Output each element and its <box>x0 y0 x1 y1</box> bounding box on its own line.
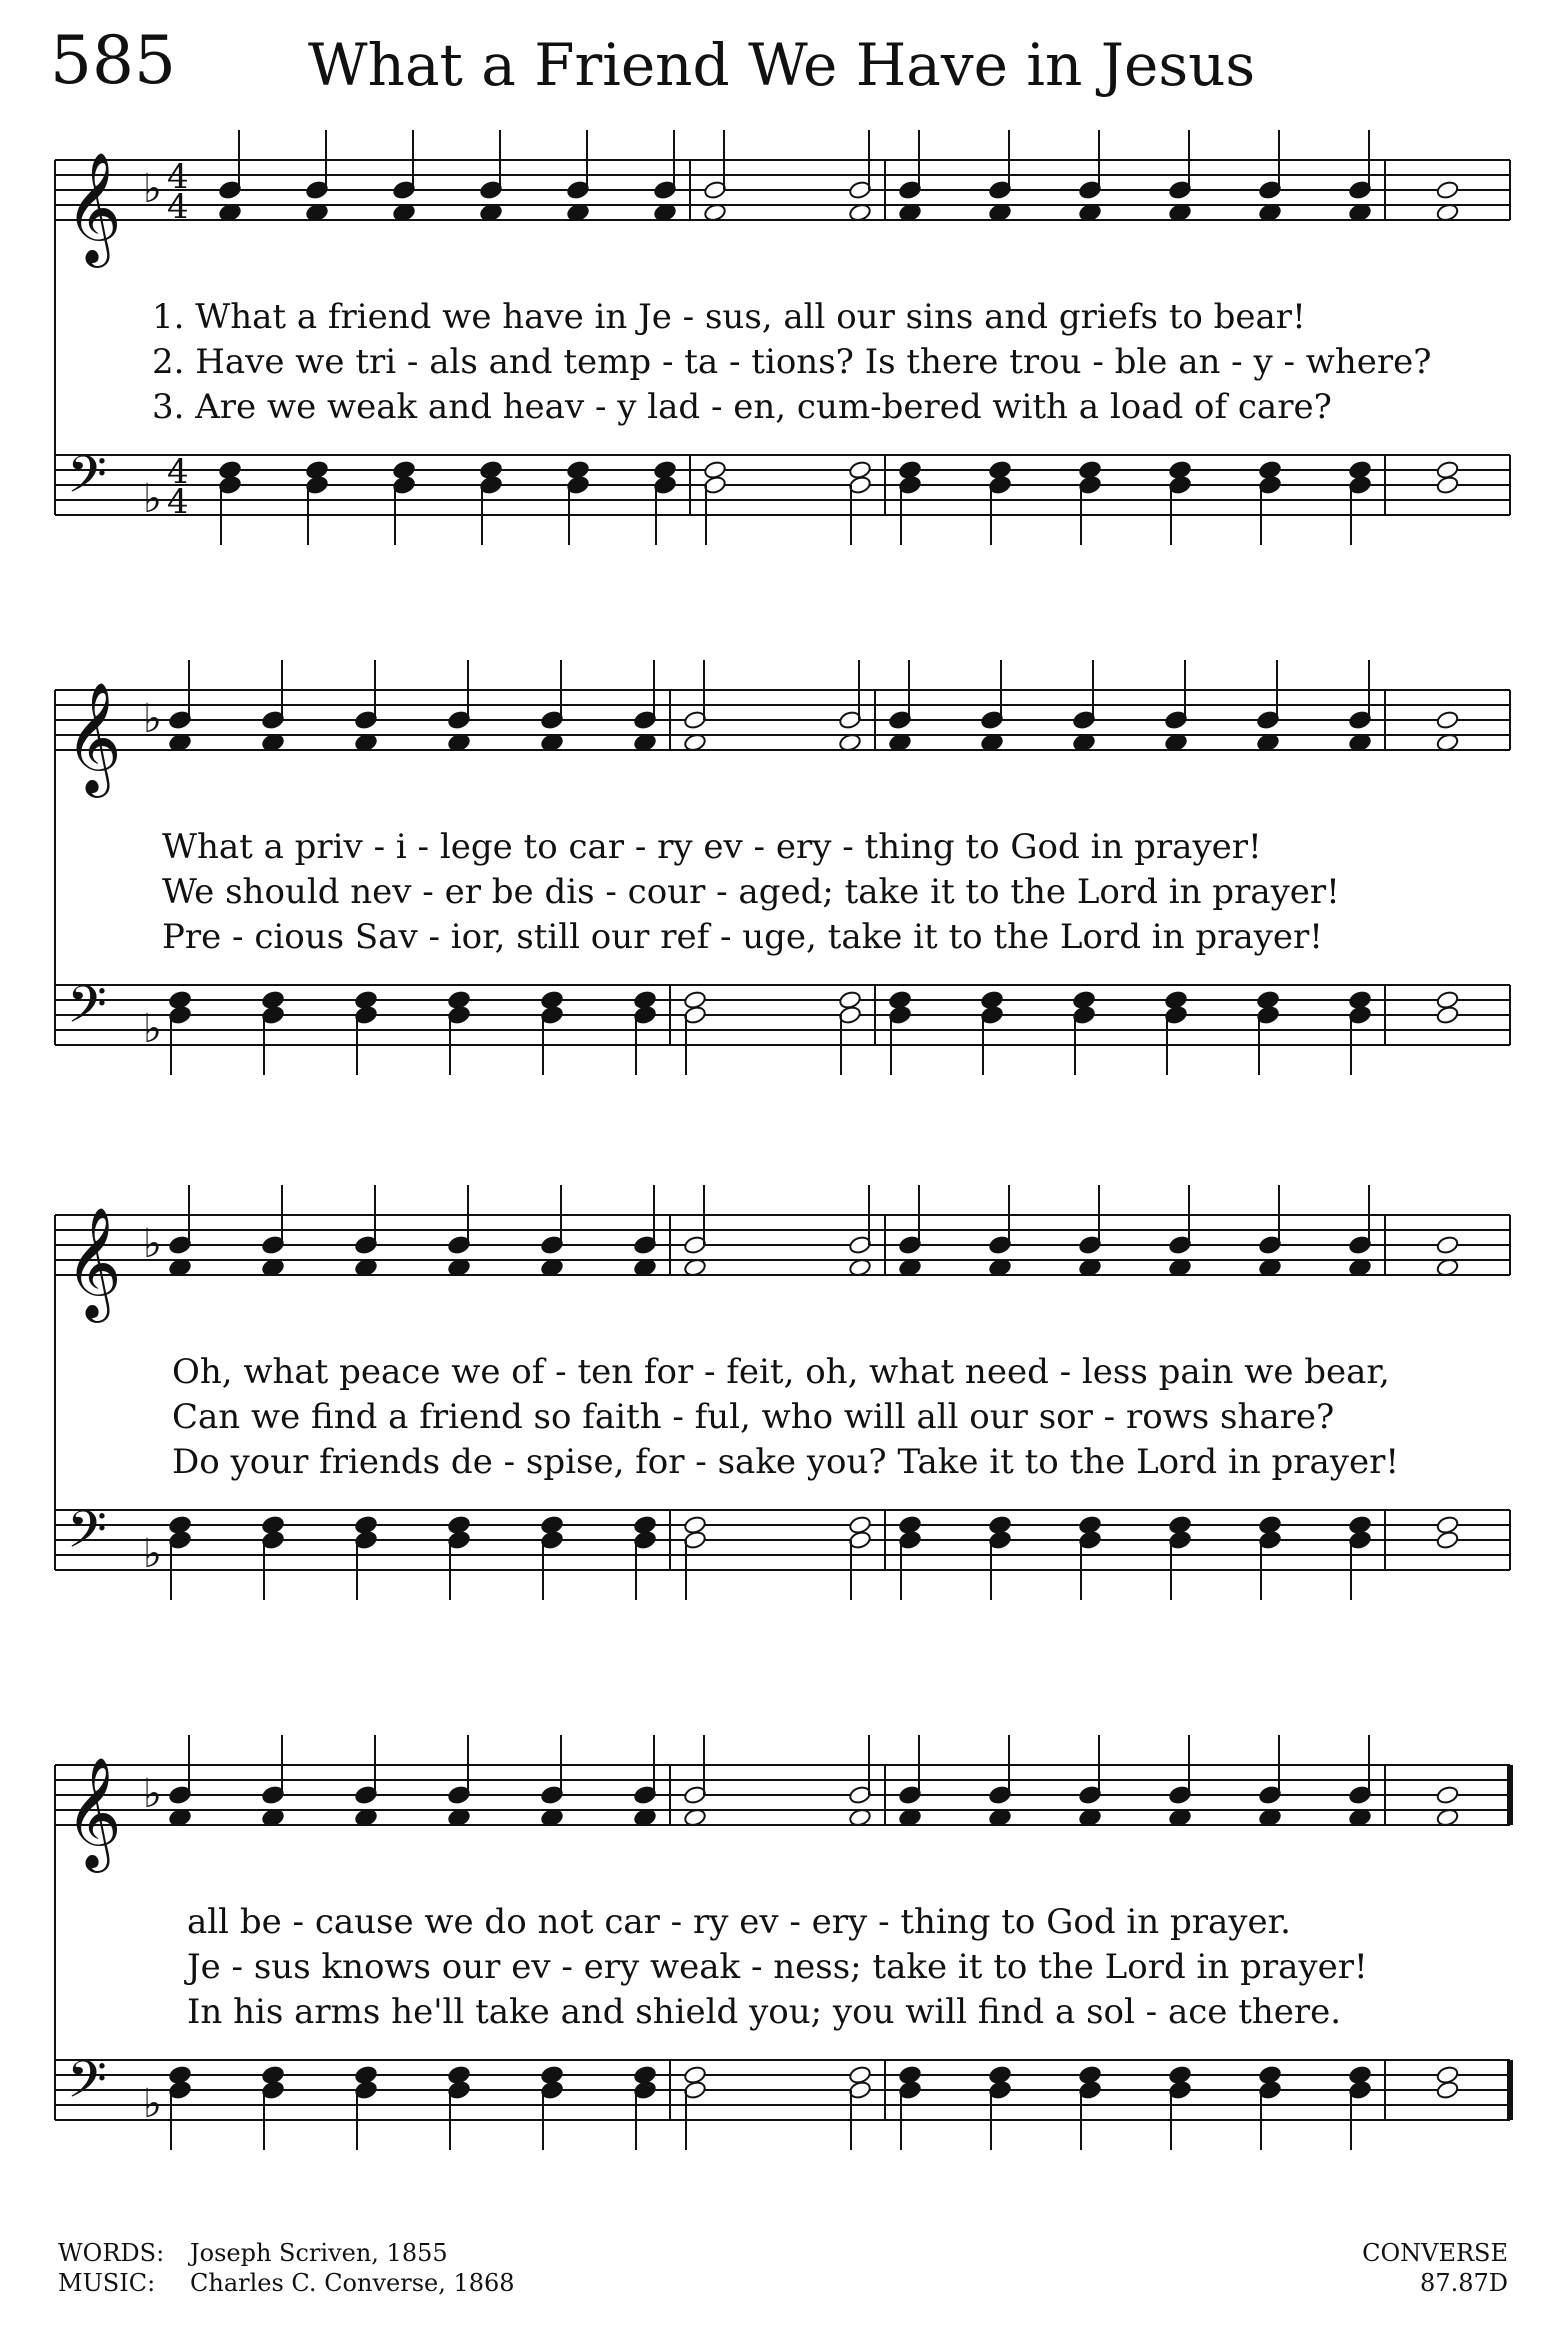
music-credit <box>58 2268 515 2298</box>
credits-left <box>58 2238 515 2298</box>
hymn-number: 585 <box>50 22 176 99</box>
flat-sign: ♭ <box>143 696 162 742</box>
bass-clef: 𝄢 <box>67 2049 107 2122</box>
music-label: MUSIC: <box>58 2269 156 2297</box>
flat-sign: ♭ <box>143 2081 162 2127</box>
treble-clef: 𝄞 <box>65 1206 122 1318</box>
time-signature: 4 <box>167 452 189 492</box>
words-value: Joseph Scriven, 1855 <box>190 2239 448 2267</box>
lyric-line: 1. What a friend we have in Je - sus, all our sins and griefs to bear! <box>152 297 1306 337</box>
bass-clef: 𝄢 <box>67 444 107 517</box>
lyric-line: We should nev - er be dis - cour - aged; take it to the Lord in prayer! <box>162 872 1340 912</box>
lyric-line: In his arms he'll take and shield you; you will find a sol - ace there. <box>187 1992 1342 2032</box>
notehead <box>1436 2080 1460 2100</box>
treble-clef: 𝄞 <box>65 1756 122 1868</box>
flat-sign: ♭ <box>143 1771 162 1817</box>
flat-sign: ♭ <box>143 1221 162 1267</box>
treble-clef: 𝄞 <box>65 681 122 793</box>
words-label: WORDS: <box>58 2239 165 2267</box>
treble-clef: 𝄞 <box>65 151 122 263</box>
lyric-line: 3. Are we weak and heav - y lad - en, cum-bered with a load of care? <box>152 387 1332 427</box>
lyric-line: 2. Have we tri - als and temp - ta - tions? Is there trou - ble an - y - where? <box>152 342 1432 382</box>
credits-right <box>1362 2238 1508 2298</box>
time-signature: 4 <box>167 157 189 197</box>
notehead <box>1436 1530 1460 1550</box>
flat-sign: ♭ <box>143 1006 162 1052</box>
lyric-line: Do your friends de - spise, for - sake you? Take it to the Lord in prayer! <box>172 1442 1400 1482</box>
tune-name: CONVERSE <box>1362 2239 1508 2267</box>
bass-clef: 𝄢 <box>67 1499 107 1572</box>
music-value: Charles C. Converse, 1868 <box>190 2269 515 2297</box>
notehead <box>1436 1235 1460 1255</box>
flat-sign: ♭ <box>143 166 162 212</box>
notehead <box>1436 475 1460 495</box>
notehead <box>1436 710 1460 730</box>
words-credit <box>58 2238 515 2268</box>
flat-sign: ♭ <box>143 1531 162 1577</box>
notehead <box>1436 1785 1460 1805</box>
time-signature: 4 <box>167 187 189 227</box>
lyric-line: What a priv - i - lege to car - ry ev - ery - thing to God in prayer! <box>162 827 1262 867</box>
lyric-line: all be - cause we do not car - ry ev - ery - thing to God in prayer. <box>187 1902 1291 1942</box>
hymn-title: What a Friend We Have in Jesus <box>308 31 1256 99</box>
time-signature: 4 <box>167 482 189 522</box>
notehead <box>1436 1005 1460 1025</box>
notehead <box>1436 180 1460 200</box>
meter: 87.87D <box>1420 2269 1508 2297</box>
flat-sign: ♭ <box>143 476 162 522</box>
lyric-line: Oh, what peace we of - ten for - feit, oh, what need - less pain we bear, <box>172 1352 1390 1392</box>
lyric-line: Pre - cious Sav - ior, still our ref - uge, take it to the Lord in prayer! <box>162 917 1323 957</box>
bass-clef: 𝄢 <box>67 974 107 1047</box>
lyric-line: Can we find a friend so faith - ful, who will all our sor - rows share? <box>172 1397 1335 1437</box>
lyric-line: Je - sus knows our ev - ery weak - ness; take it to the Lord in prayer! <box>187 1947 1368 1987</box>
